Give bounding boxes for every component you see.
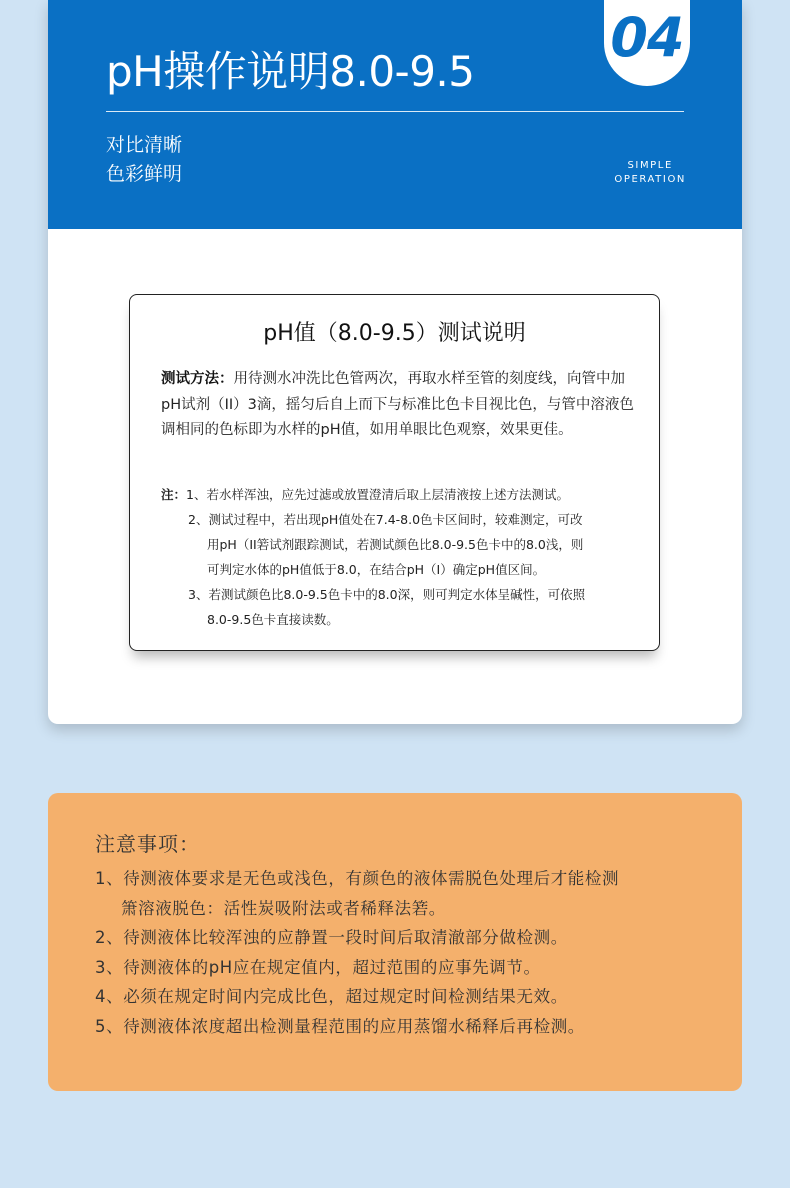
attention-item-continued: 箫溶液脱色：活性炭吸附法或者稀释法箬。 xyxy=(121,898,446,918)
simple-word: SIMPLE xyxy=(627,160,673,171)
note-item: 2、测试过程中，若出现pH值处在7.4-8.0色卡区间时，较难测定，可改 xyxy=(188,512,583,527)
step-badge xyxy=(604,0,690,86)
operation-word: OPERATION xyxy=(614,174,686,185)
note-text: 1、若水样浑浊，应先过滤或放置澄清后取上层清液按上述方法测试。 xyxy=(186,487,569,502)
test-method-label: 测试方法： xyxy=(161,371,234,387)
note-label: 注： xyxy=(161,487,187,502)
attention-panel xyxy=(48,793,742,1091)
title-divider xyxy=(106,111,684,112)
attention-item: 5、待测液体浓度超出检测量程范围的应用蒸馏水稀释后再检测。 xyxy=(95,1016,585,1036)
test-method-paragraph xyxy=(161,367,635,444)
note-item xyxy=(161,482,641,507)
attention-item: 1、待测液体要求是无色或浅色，有颜色的液体需脱色处理后才能检测 xyxy=(95,869,620,888)
attention-title: 注意事项： xyxy=(95,832,200,856)
test-method-text: 用待测水冲洗比色管两次，再取水样至管的刻度线，向管中加pH试剂（II）3滴，摇匀后自上而下与标准比色卡目视比色，与管中溶液色调相同的色标即为水样的pH值，如用单眼比色观察，效果更佳。 xyxy=(161,371,634,438)
page-title: pH操作说明8.0-9.5 xyxy=(106,47,475,96)
notes-block xyxy=(161,482,641,632)
step-number: 04 xyxy=(610,6,684,69)
subtitle-line-2: 色彩鲜明 xyxy=(106,163,183,185)
header-banner xyxy=(48,0,742,229)
subtitle-line-1: 对比清晰 xyxy=(106,134,183,156)
attention-item: 2、待测液体比较浑浊的应静置一段时间后取清澈部分做检测。 xyxy=(95,928,568,947)
note-item-continued: 用pH（II箬试剂跟踪测试，若测试颜色比8.0-9.5色卡中的8.0浅，则 xyxy=(207,537,584,552)
instruction-card xyxy=(48,0,742,724)
attention-item: 3、待测液体的pH应在规定值内，超过范围的应事先调节。 xyxy=(95,957,541,977)
attention-list xyxy=(95,864,715,1041)
spec-title: pH值（8.0-9.5）测试说明 xyxy=(263,321,526,346)
note-item-continued: 可判定水体的pH值低于8.0，在结合pH（I）确定pH值区间。 xyxy=(207,562,546,577)
attention-item: 4、必须在规定时间内完成比色，超过规定时间检测结果无效。 xyxy=(95,987,568,1006)
spec-box xyxy=(129,294,660,651)
simple-operation-label xyxy=(614,159,686,187)
note-item: 3、若测试颜色比8.0-9.5色卡中的8.0深，则可判定水体呈碱性，可依照 xyxy=(188,587,586,602)
note-item-continued: 8.0-9.5色卡直接读数。 xyxy=(207,612,339,627)
